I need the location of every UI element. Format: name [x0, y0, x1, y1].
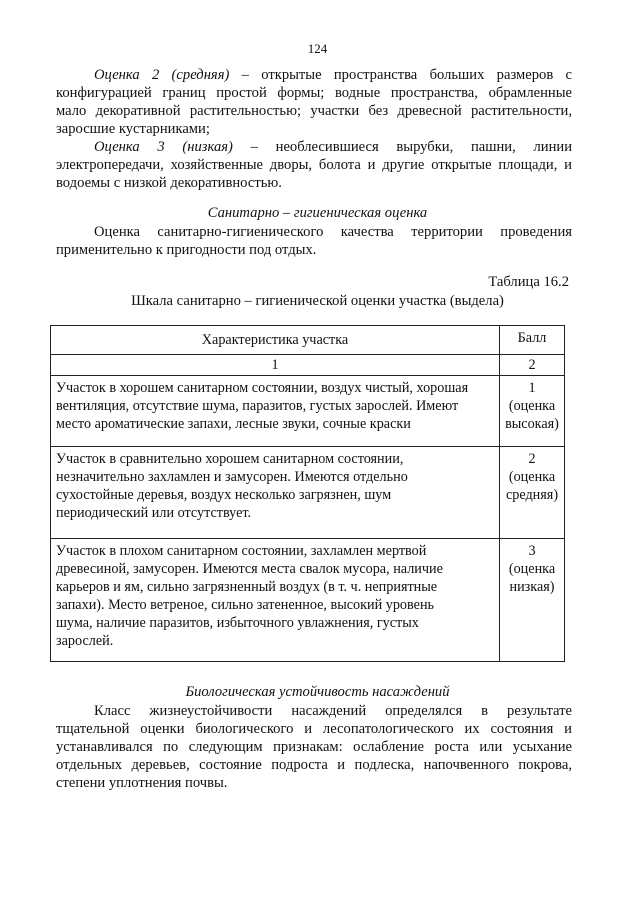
cell-line: вентиляция, отсутствие шума, паразитов, густых зарослей. Имеют	[56, 398, 459, 414]
row-score	[500, 376, 565, 447]
paragraph-line: заросшие кустарниками;	[56, 121, 210, 137]
rating-label-low: Оценка 3 (низкая)	[94, 139, 233, 155]
paragraph-line: устанавливался по следующим признакам: ослабление роста или усыхание	[56, 739, 572, 755]
cell-line: зарослей.	[56, 633, 114, 649]
cell-line: запахи). Место ветреное, сильно затененное, высокий уровень	[56, 597, 435, 613]
score-caption: (оценка	[508, 469, 556, 485]
cell-line: место ароматические запахи, лесные звуки, сочные краски	[56, 416, 411, 432]
table-label: Таблица 16.2	[488, 274, 569, 290]
cell-line: Участок в хорошем санитарном состоянии, воздух чистый, хорошая	[56, 380, 469, 396]
sanitary-rating-table	[50, 325, 565, 662]
table-row	[51, 447, 565, 539]
column-number-2: 2	[500, 355, 565, 376]
paragraph-line: степени уплотнения почвы.	[56, 775, 228, 791]
paragraph-line: применительно к пригодности под отдых.	[56, 242, 317, 258]
cell-line: незначительно захламлен и замусорен. Имеются отдельно	[56, 469, 408, 485]
paragraph-line: конфигурацией границ простой формы; водные пространства, обрамленные	[56, 85, 572, 101]
score-caption: (оценка	[508, 561, 556, 577]
paragraph-line	[56, 66, 572, 84]
paragraph-biological	[56, 702, 572, 792]
paragraph-medium-rating	[56, 66, 572, 138]
section-heading-sanitary: Санитарно – гигиеническая оценка	[207, 205, 428, 221]
cell-line: Участок в сравнительно хорошем санитарном состоянии,	[56, 451, 404, 467]
section-heading-biological: Биологическая устойчивость насаждений	[185, 684, 450, 700]
cell-line: шума, наличие паразитов, избыточного увлажнения, густых	[56, 615, 419, 631]
score-level: низкая)	[509, 579, 555, 595]
row-description	[51, 539, 500, 662]
paragraph-line	[56, 138, 572, 156]
cell-line: сухостойные деревья, воздух несколько загрязнен, шум	[56, 487, 392, 503]
column-header-description: Характеристика участка	[51, 326, 500, 355]
row-score	[500, 447, 565, 539]
paragraph-sanitary	[56, 223, 572, 259]
score-level: средняя)	[505, 487, 559, 503]
column-header-score: Балл	[500, 326, 565, 355]
score-value: 3	[528, 543, 536, 559]
cell-line: древесиной, замусорен. Имеются места свалок мусора, наличие	[56, 561, 443, 577]
paragraph-line: Оценка санитарно-гигиенического качества территории проведения	[94, 224, 572, 240]
cell-line: карьеров и ям, сильно загрязненный воздух (в т. ч. неприятные	[56, 579, 438, 595]
cell-line: периодический или отсутствует.	[56, 505, 252, 521]
column-number-row	[51, 355, 565, 376]
row-score	[500, 539, 565, 662]
text-run: – необлесившиеся вырубки, пашни, линии	[232, 139, 572, 155]
paragraph-line: электропередачи, хозяйственные дворы, болота и другие открытые площади, и	[56, 157, 572, 173]
rating-label-medium: Оценка 2 (средняя)	[94, 67, 230, 83]
table-title: Шкала санитарно – гигиенической оценки участка (выдела)	[131, 293, 504, 309]
row-description	[51, 376, 500, 447]
paragraph-line: отдельных деревьев, состояние подроста и подлеска, напочвенного покрова,	[56, 757, 572, 773]
paragraph-line: Класс жизнеустойчивости насаждений определялся в результате	[94, 703, 572, 719]
score-value: 1	[528, 380, 536, 396]
score-level: высокая)	[505, 416, 559, 432]
paragraph-line: тщательной оценки биологического и лесопатологического их состояния и	[56, 721, 572, 737]
score-caption: (оценка	[508, 398, 556, 414]
table-row	[51, 539, 565, 662]
paragraph-line: мало декоративной растительностью; участки без древесной растительности,	[56, 103, 572, 119]
paragraph-low-rating	[56, 138, 572, 192]
text-run: – открытые пространства больших размеров с	[229, 67, 572, 83]
row-description	[51, 447, 500, 539]
page-number: 124	[307, 41, 328, 56]
score-value: 2	[528, 451, 536, 467]
cell-line: Участок в плохом санитарном состоянии, захламлен мертвой	[56, 543, 427, 559]
paragraph-line: водоемы с низкой декоративностью.	[56, 175, 282, 191]
table-header-row	[51, 326, 565, 355]
column-number-1: 1	[51, 355, 500, 376]
table-row	[51, 376, 565, 447]
